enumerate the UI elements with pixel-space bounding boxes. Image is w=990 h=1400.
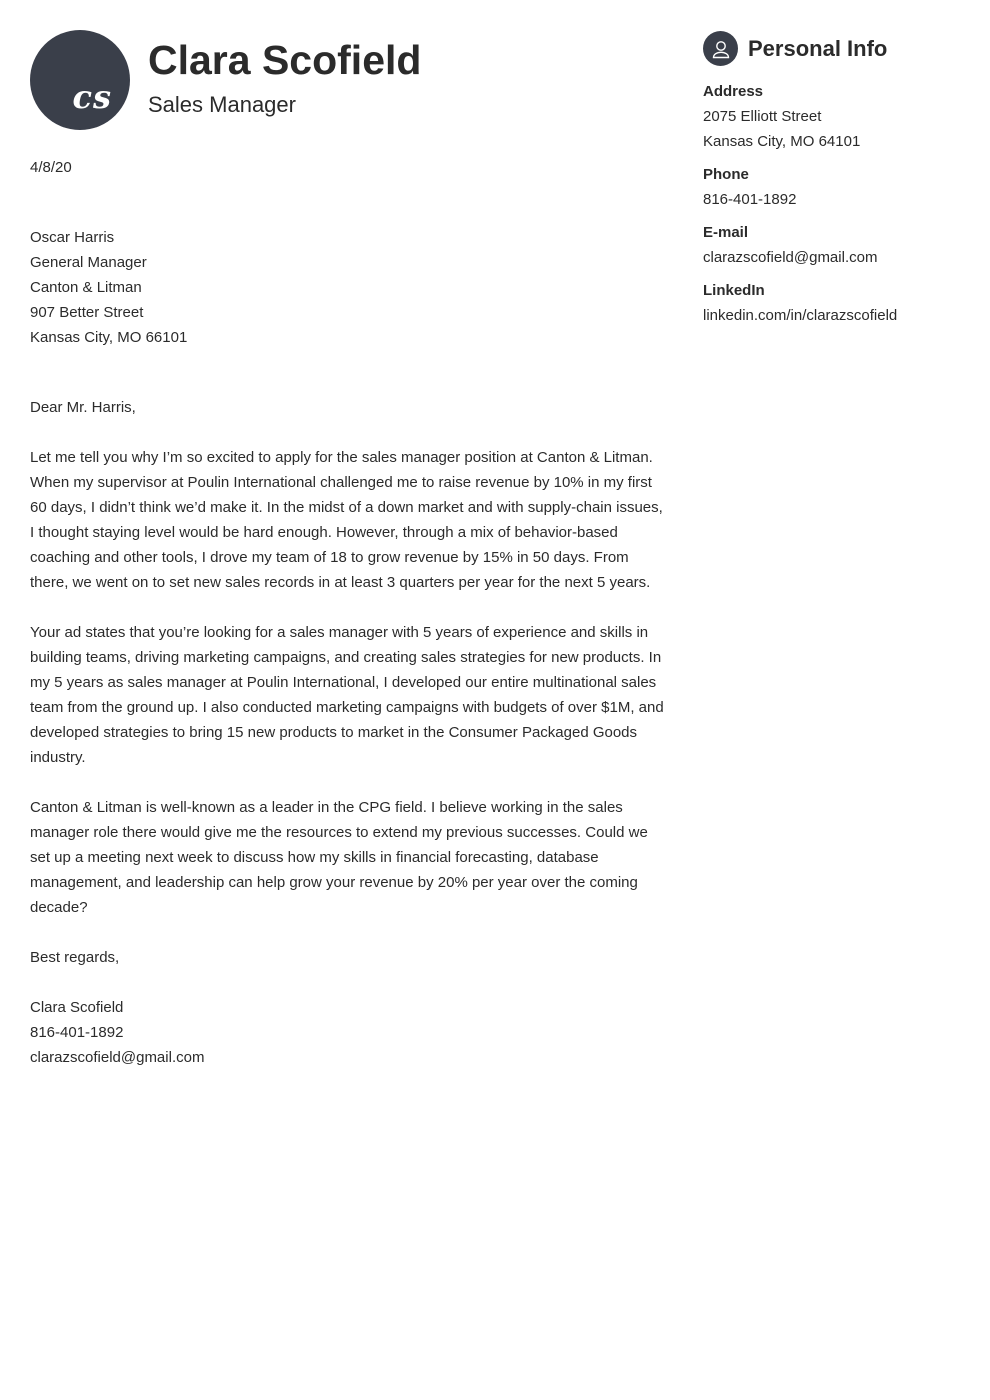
applicant-name: Clara Scofield	[148, 37, 422, 83]
letter-main-column	[30, 30, 670, 1070]
phone-label: Phone	[703, 166, 749, 183]
linkedin-label: LinkedIn	[703, 282, 765, 299]
signature-email: clarazscofield@gmail.com	[30, 1049, 205, 1066]
monogram-avatar	[30, 30, 130, 130]
body-paragraph-2: Your ad states that you’re looking for a sales manager with 5 years of experience and skills in building teams, driving marketing campaigns, and creating sales strategies for new products. In my 5 years as sales manager at Poulin International, I developed our entire multinational sales team from the ground up. I also conducted marketing campaigns with budgets of over $1M, and developed strategies to bring 15 new products to market in the Consumer Packaged Goods industry.	[30, 624, 664, 766]
recipient-name: Oscar Harris	[30, 229, 115, 246]
signature-phone: 816-401-1892	[30, 1024, 124, 1041]
recipient-city: Kansas City, MO 66101	[30, 329, 188, 346]
email-label: E-mail	[703, 224, 749, 241]
applicant-job-title: Sales Manager	[148, 92, 296, 117]
recipient-company: Canton & Litman	[30, 279, 142, 296]
address-line-2: Kansas City, MO 64101	[703, 133, 861, 150]
recipient-title: General Manager	[30, 254, 147, 271]
signature-name: Clara Scofield	[30, 999, 124, 1016]
person-icon	[703, 31, 738, 66]
personal-info-sidebar	[703, 31, 963, 328]
email-value: clarazscofield@gmail.com	[703, 249, 878, 266]
recipient-street: 907 Better Street	[30, 304, 144, 321]
linkedin-group	[703, 278, 963, 328]
phone-group	[703, 162, 963, 212]
personal-info-title: Personal Info	[748, 35, 888, 61]
body-paragraph-1: Let me tell you why I’m so excited to apply for the sales manager position at Canton & Litman. When my supervisor at Poulin International challenged me to raise revenue by 10% in my first 60 days, I didn’t think we’d make it. In the midst of a down market and with supply-chain issues, I thought staying level would be hard enough. However, through a mix of behavior-based coaching and other tools, I drove my team of 18 to grow revenue by 15% in 50 days. From there, we went on to set new sales records in at least 3 quarters per year for the next 5 years.	[30, 449, 663, 591]
address-line-1: 2075 Elliott Street	[703, 108, 822, 125]
phone-value: 816-401-1892	[703, 191, 797, 208]
body-paragraph-3: Canton & Litman is well-known as a leader in the CPG field. I believe working in the sales manager role there would give me the resources to extend my previous successes. Could we set up a meeting next week to discuss how my skills in financial forecasting, database management, and leadership can help grow your revenue by 20% per year over the coming decade?	[30, 799, 648, 916]
linkedin-value: linkedin.com/in/clarazscofield	[703, 307, 898, 324]
monogram-initials: cs	[72, 78, 112, 116]
recipient-block	[30, 225, 670, 350]
letter-date: 4/8/20	[30, 159, 72, 176]
name-block	[148, 30, 421, 118]
salutation: Dear Mr. Harris,	[30, 399, 136, 416]
letter-header	[30, 30, 670, 130]
signature-block	[30, 995, 670, 1070]
closing: Best regards,	[30, 949, 120, 966]
personal-info-header	[703, 31, 963, 66]
email-group	[703, 220, 963, 270]
address-label: Address	[703, 83, 764, 100]
address-group	[703, 79, 963, 154]
